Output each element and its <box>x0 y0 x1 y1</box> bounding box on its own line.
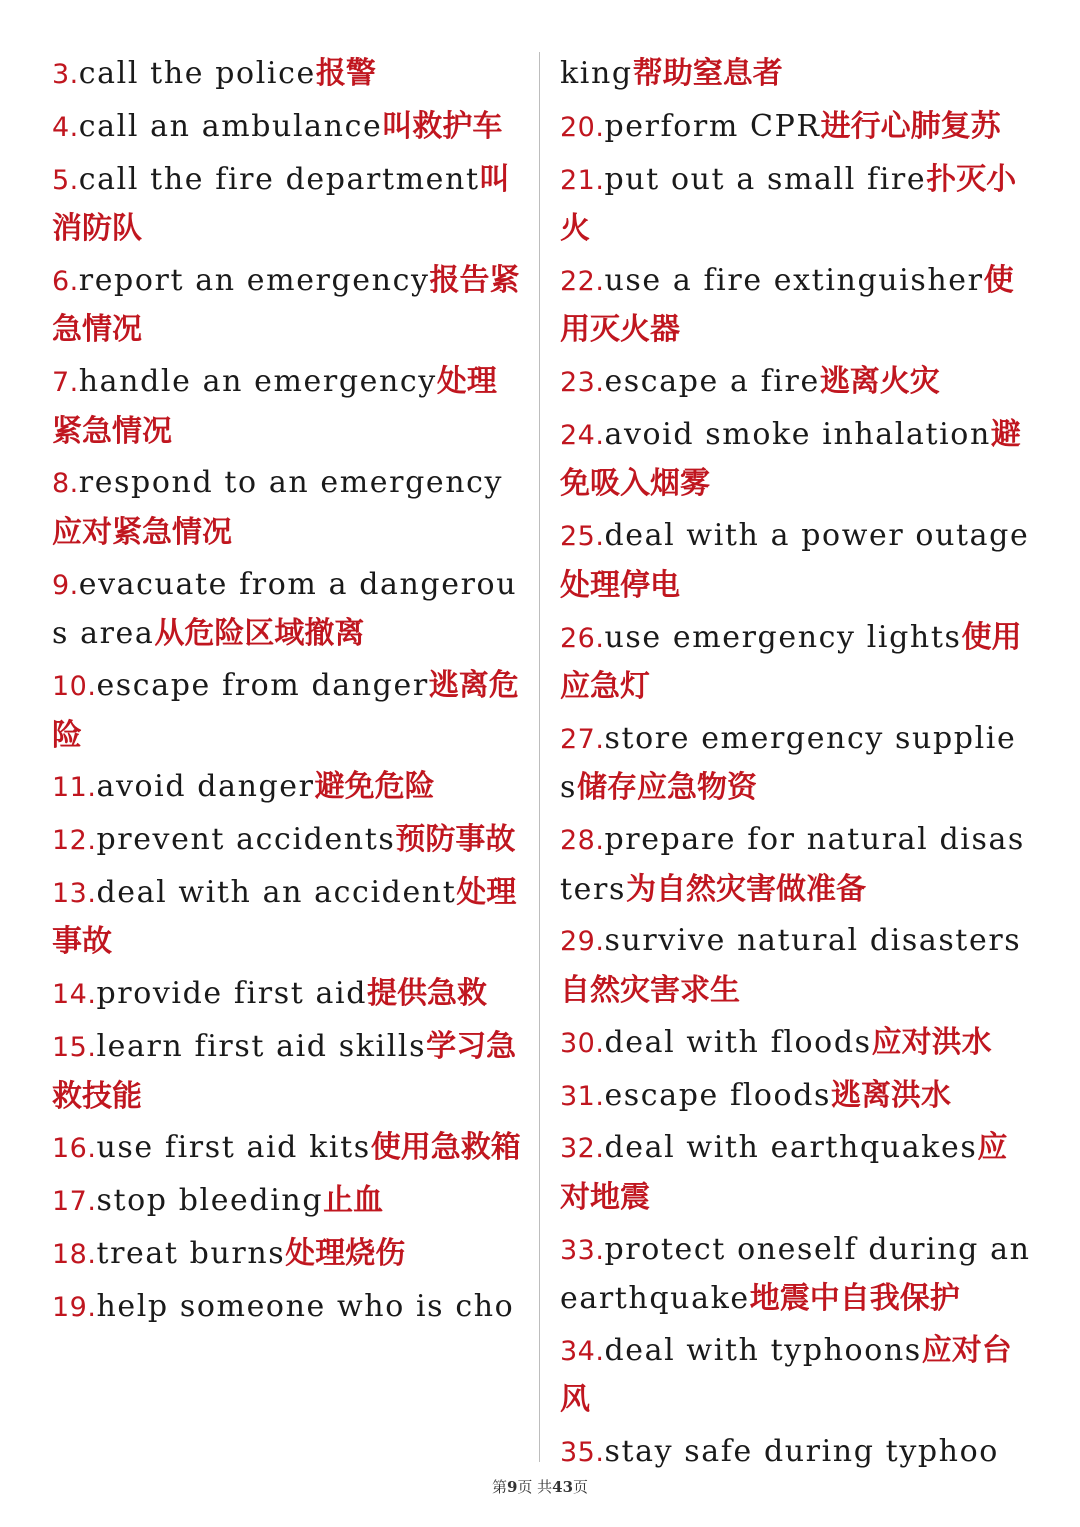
entry-chinese: 应对地震 <box>560 1130 1008 1215</box>
entry-number: 3. <box>52 59 79 90</box>
entry-chinese: 处理紧急情况 <box>52 364 497 449</box>
column-divider <box>539 52 540 1462</box>
entry-chinese: 叫消防队 <box>52 161 510 247</box>
phrase-entry <box>52 1023 522 1121</box>
entry-number: 8. <box>52 468 79 500</box>
entry-english: king <box>560 56 633 91</box>
entry-number: 26. <box>560 622 605 654</box>
entry-chinese: 逃离洪水 <box>831 1077 952 1113</box>
entry-chinese: 报告紧急情况 <box>52 262 520 348</box>
right-column <box>560 50 1032 1478</box>
entry-number: 29. <box>560 926 605 958</box>
entry-number: 35. <box>560 1437 605 1469</box>
phrase-entry <box>52 561 522 659</box>
entry-number: 9. <box>52 569 79 601</box>
entry-english: escape from danger <box>96 668 429 704</box>
entry-english: deal with an accident <box>96 874 457 910</box>
entry-english: call the police <box>78 56 316 91</box>
entry-chinese: 处理停电 <box>560 567 680 603</box>
phrase-entry <box>560 257 1032 355</box>
phrase-entry <box>52 869 522 967</box>
entry-chinese: 为自然灾害做准备 <box>625 871 866 907</box>
phrase-entry <box>52 1124 522 1174</box>
phrase-entry <box>560 1072 1032 1122</box>
entry-number: 16. <box>52 1133 97 1165</box>
entry-chinese: 应对紧急情况 <box>52 514 232 550</box>
entry-chinese: 叫救护车 <box>382 108 503 144</box>
entry-chinese: 学习急救技能 <box>52 1029 517 1114</box>
entry-english: use a fire extinguisher <box>604 262 984 298</box>
phrase-entry <box>52 257 522 355</box>
phrase-entry <box>560 1019 1032 1069</box>
phrase-entry <box>560 917 1032 1015</box>
entry-chinese: 使用灭火器 <box>560 262 1014 348</box>
entry-number: 27. <box>560 723 605 755</box>
entry-chinese: 避免吸入烟雾 <box>560 416 1021 502</box>
entry-number: 25. <box>560 521 605 553</box>
phrase-entry <box>560 1226 1032 1324</box>
entry-english: call an ambulance <box>78 108 383 144</box>
phrase-entry <box>560 715 1032 813</box>
entry-english: avoid smoke inhalation <box>604 416 991 452</box>
entry-chinese: 处理烧伤 <box>285 1235 406 1271</box>
entry-number: 15. <box>52 1032 97 1064</box>
entry-chinese: 预防事故 <box>395 822 516 858</box>
entry-number: 18. <box>52 1238 97 1270</box>
entry-chinese: 提供急救 <box>367 976 488 1012</box>
entry-number: 28. <box>560 825 605 857</box>
entry-english: deal with typhoons <box>604 1332 922 1368</box>
entry-chinese: 应对台风 <box>560 1332 1012 1418</box>
entry-english: provide first aid <box>96 976 368 1012</box>
entry-number: 20. <box>560 111 605 143</box>
entry-number: 31. <box>560 1080 605 1112</box>
entry-english: prepare for natural disasters <box>560 822 1025 907</box>
entry-english: protect oneself during an earthquake <box>560 1231 1031 1317</box>
phrase-entry <box>52 50 522 100</box>
entry-english: call the fire department <box>78 161 480 197</box>
phrase-entry <box>560 1327 1032 1425</box>
entry-number: 33. <box>560 1234 605 1266</box>
entry-english: deal with earthquakes <box>604 1130 978 1166</box>
entry-number: 10. <box>52 671 97 703</box>
phrase-entry <box>560 512 1032 610</box>
phrase-entry <box>560 103 1032 153</box>
phrase-entry <box>560 50 1032 100</box>
phrase-entry <box>52 103 522 153</box>
phrase-entry <box>560 358 1032 408</box>
entry-english: escape floods <box>604 1077 832 1113</box>
entry-english: prevent accidents <box>96 822 396 858</box>
entry-number: 30. <box>560 1027 605 1059</box>
phrase-entry <box>560 614 1032 712</box>
entry-number: 7. <box>52 367 79 399</box>
footer-suffix: 页 <box>573 1478 589 1496</box>
entry-chinese: 避免危险 <box>314 769 435 805</box>
entry-english: respond to an emergency <box>78 465 504 501</box>
entry-english: escape a fire <box>604 364 820 400</box>
phrase-entry <box>52 816 522 866</box>
entry-english: stay safe during typhoo <box>604 1434 999 1470</box>
entry-english: survive natural disasters <box>604 923 1022 959</box>
entry-english: stop bleeding <box>96 1183 324 1219</box>
entry-number: 32. <box>560 1133 605 1165</box>
phrase-entry <box>52 1230 522 1280</box>
entry-number: 22. <box>560 265 605 297</box>
entry-chinese: 进行心肺复苏 <box>820 108 1001 144</box>
entry-number: 24. <box>560 419 605 451</box>
entry-chinese: 应对洪水 <box>871 1024 992 1060</box>
phrase-entry <box>52 156 522 254</box>
entry-chinese: 扑灭小火 <box>560 161 1017 247</box>
phrase-entry <box>52 358 522 456</box>
entry-english: avoid danger <box>96 769 315 805</box>
phrase-entry <box>52 1283 522 1333</box>
entry-number: 5. <box>52 164 79 196</box>
entry-chinese: 处理事故 <box>52 874 517 960</box>
entry-english: use first aid kits <box>96 1130 371 1166</box>
phrase-entry <box>560 1428 1032 1478</box>
entry-number: 34. <box>560 1335 605 1367</box>
entry-english: use emergency lights <box>604 619 962 655</box>
phrase-entry <box>560 156 1032 254</box>
entry-number: 12. <box>52 825 97 857</box>
entry-english: deal with floods <box>604 1024 872 1060</box>
phrase-entry <box>560 816 1032 914</box>
entry-chinese: 使用急救箱 <box>370 1130 521 1166</box>
entry-number: 6. <box>52 265 79 297</box>
entry-number: 21. <box>560 164 605 196</box>
entry-english: evacuate from a dangerous area <box>52 566 518 652</box>
entry-number: 17. <box>52 1186 97 1218</box>
phrase-entry <box>52 459 522 557</box>
footer-middle: 页 共 <box>517 1478 553 1496</box>
footer-prefix: 第 <box>491 1478 507 1496</box>
entry-english: store emergency supplies <box>560 720 1017 806</box>
phrase-entry <box>560 1124 1032 1222</box>
phrase-entry <box>52 662 522 760</box>
footer-total-pages: 43 <box>552 1478 574 1496</box>
phrase-entry <box>52 763 522 813</box>
entry-chinese: 逃离火灾 <box>819 364 940 400</box>
phrase-entry <box>52 1177 522 1227</box>
entry-english: deal with a power outage <box>604 518 1030 554</box>
phrase-entry <box>52 970 522 1020</box>
entry-english: perform CPR <box>604 108 821 144</box>
phrase-entry <box>560 411 1032 509</box>
entry-number: 4. <box>52 111 79 143</box>
page-footer <box>0 1476 1080 1497</box>
entry-chinese: 止血 <box>323 1183 384 1219</box>
entry-chinese: 从危险区域撤离 <box>154 616 365 652</box>
entry-english: learn first aid skills <box>96 1029 427 1065</box>
entry-chinese: 报警 <box>315 56 376 91</box>
entry-english: report an emergency <box>78 262 430 298</box>
entry-number: 19. <box>52 1291 97 1323</box>
entry-chinese: 自然灾害求生 <box>560 972 740 1008</box>
entry-chinese: 帮助窒息者 <box>632 56 783 91</box>
entry-english: handle an emergency <box>78 364 437 400</box>
entry-number: 13. <box>52 877 97 909</box>
entry-chinese: 储存应急物资 <box>577 770 757 806</box>
entry-english: put out a small fire <box>604 161 927 197</box>
footer-page-number: 9 <box>506 1478 518 1496</box>
entry-english: treat burns <box>96 1235 286 1271</box>
entry-number: 14. <box>52 979 97 1011</box>
entry-english: help someone who is cho <box>96 1288 515 1324</box>
left-column <box>52 50 522 1332</box>
entry-number: 11. <box>52 772 97 804</box>
entry-number: 23. <box>560 367 605 399</box>
entry-chinese: 使用应急灯 <box>560 619 1022 705</box>
entry-chinese: 地震中自我保护 <box>749 1281 960 1317</box>
entry-chinese: 逃离危险 <box>52 668 519 753</box>
